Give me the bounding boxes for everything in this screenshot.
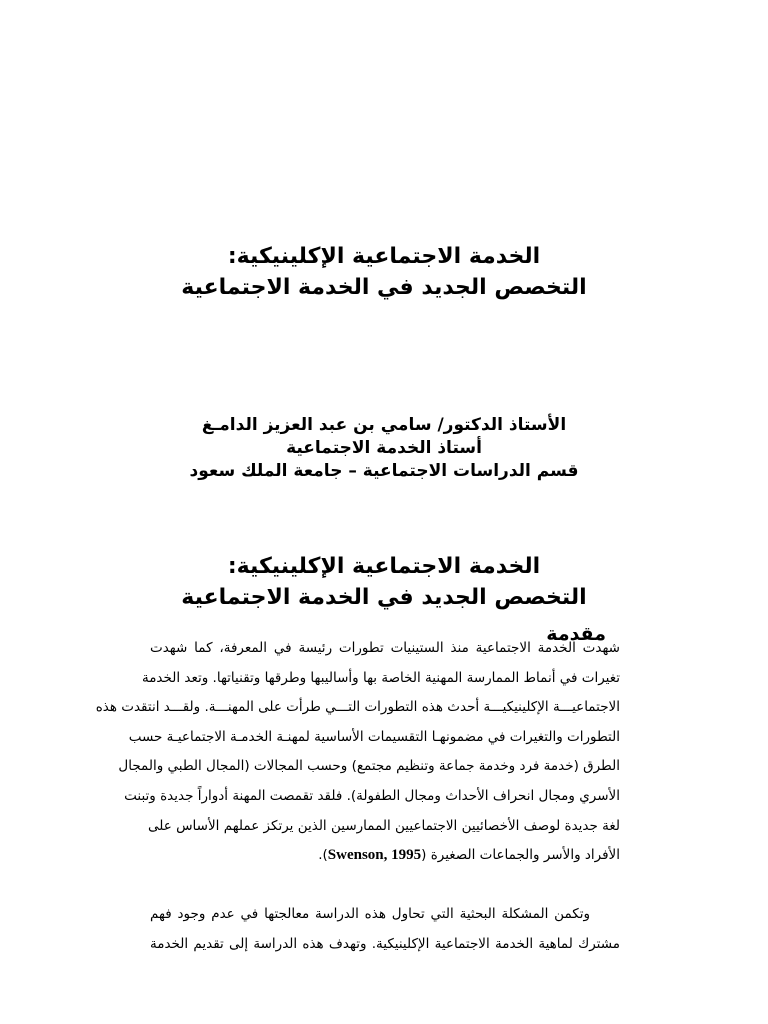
paragraph-line: شهدت الخدمة الاجتماعية منذ الستينيات تطورات رئيسة في المعرفة، كما شهدت (150, 640, 620, 656)
main-title (100, 551, 668, 613)
cover-title-line2: التخصص الجديد في الخدمة الاجتماعية (181, 275, 587, 300)
paragraph-last-line (150, 841, 620, 871)
author-info (100, 414, 668, 483)
cover-title (100, 241, 668, 303)
paragraph-line: الأسري ومجال انحراف الأحداث ومجال الطفولة). فلقد تقمصت المهنة أدواراً جديدة وتبنت (124, 787, 620, 804)
paragraph-line: تغيرات في أنماط الممارسة المهنية الخاصة بها وأساليبها وطرقها وتقنياتها. وتعد الخدمة (141, 669, 620, 686)
paragraph-line: وتكمن المشكلة البحثية التي تحاول هذه الدراسة معالجتها في عدم وجود فهم (150, 906, 590, 922)
citation-reference: Swenson, 1995 (327, 847, 422, 864)
paragraph-2 (150, 900, 620, 959)
paragraph-1 (95, 634, 620, 871)
section-heading-introduction: مقدمة (546, 623, 606, 645)
author-name: الأستاذ الدكتور/ سامي بن عبد العزيز الدامـغ (201, 415, 567, 435)
main-title-line2: التخصص الجديد في الخدمة الاجتماعية (181, 585, 587, 610)
paragraph-line: لغة جديدة لوصف الأخصائيين الاجتماعيين الممارسين الذين يرتكز عملهم الأساس على (148, 817, 620, 834)
paragraph-line: مشترك لماهية الخدمة الاجتماعية الإكلينيكية. وتهدف هذه الدراسة إلى تقديم الخدمة (150, 935, 620, 952)
paragraph-line: التطورات والتغيرات في مضمونهـا التقسيمات الأساسية لمهنـة الخدمـة الاجتماعيـة حسب (128, 728, 620, 745)
paragraph-line: الطرق (خدمة فرد وخدمة جماعة وتنظيم مجتمع) وحسب المجالات (المجال الطبي والمجال (118, 758, 620, 775)
main-title-line1: الخدمة الاجتماعية الإكلينيكية: (227, 554, 541, 579)
cover-title-line1: الخدمة الاجتماعية الإكلينيكية: (227, 244, 541, 269)
paragraph-line: الاجتماعيـــة الإكلينيكيـــة أحدث هذه التطورات التـــي طرأت على المهنـــة. ولقـــد انتقدت هذه (95, 699, 620, 716)
author-position: أستاذ الخدمة الاجتماعية (286, 438, 482, 458)
author-department: قسم الدراسات الاجتماعية – جامعة الملك سعود (189, 461, 579, 481)
paragraph-last-prefix: الأفراد والأسر والجماعات الصغيرة ( (421, 847, 620, 864)
paragraph-last-suffix: ). (318, 847, 328, 864)
